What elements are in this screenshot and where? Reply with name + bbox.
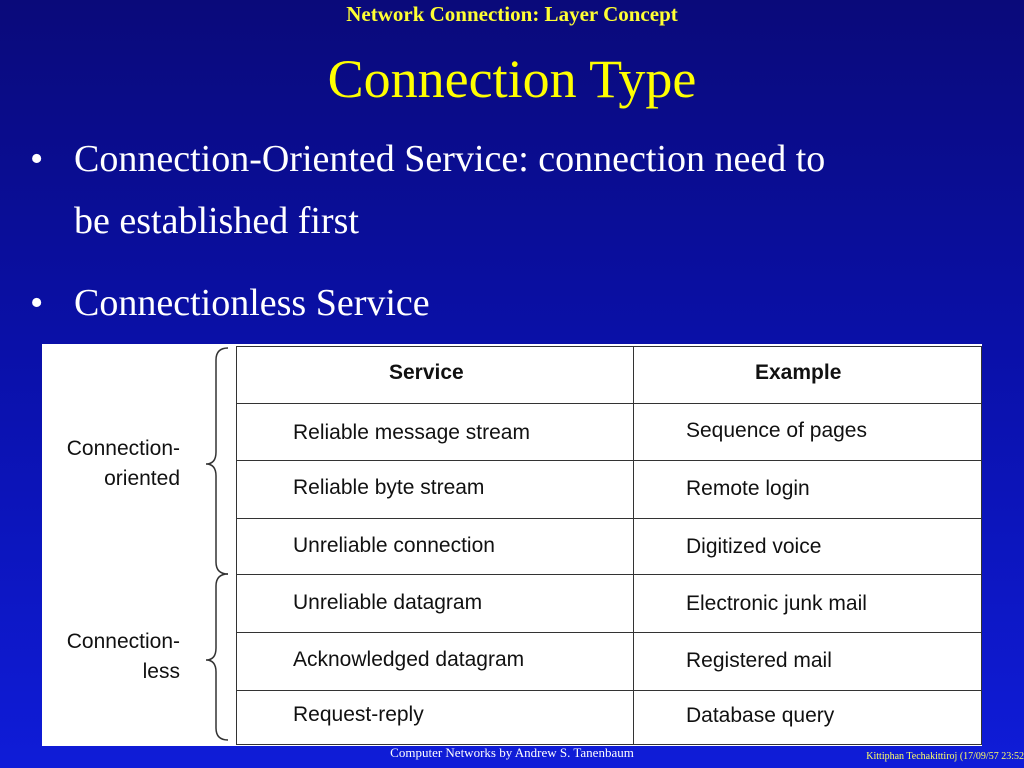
group-label-line: oriented	[104, 467, 180, 490]
bullet-text-line: Connectionless Service	[74, 282, 430, 324]
footer-author-timestamp: Kittiphan Techakittiroj (17/09/57 23:52	[866, 751, 1024, 762]
group-braces	[202, 344, 232, 746]
group-label-line: Connection-	[66, 437, 180, 460]
row-divider	[237, 460, 981, 461]
row-divider	[237, 690, 981, 691]
bullet-marker: •	[30, 138, 44, 180]
bullet-item-connection-oriented-cont	[30, 190, 1000, 252]
example-cell: Registered mail	[686, 649, 832, 672]
service-table	[236, 346, 982, 745]
row-divider	[237, 632, 981, 633]
service-cell: Reliable message stream	[293, 421, 530, 444]
group-label-line: Connection-	[66, 630, 180, 653]
bullet-marker: •	[30, 282, 44, 324]
row-divider	[237, 574, 981, 575]
column-divider	[633, 347, 634, 744]
example-cell: Electronic junk mail	[686, 592, 867, 615]
service-cell: Reliable byte stream	[293, 476, 485, 499]
slide-title: Connection Type	[327, 49, 697, 109]
bullet-text-line: Connection-Oriented Service: connection need to	[74, 138, 826, 180]
footer-credit: Computer Networks by Andrew S. Tanenbaum	[390, 745, 634, 760]
example-cell: Remote login	[686, 477, 810, 500]
service-cell: Acknowledged datagram	[293, 648, 525, 671]
bullet-item-connection-oriented	[30, 128, 1000, 190]
bullet-text-line: be established first	[74, 200, 359, 242]
section-title: Network Connection: Layer Concept	[346, 2, 678, 26]
service-cell: Unreliable datagram	[293, 591, 483, 614]
service-cell: Request-reply	[293, 703, 424, 726]
bullet-item-connectionless	[30, 272, 1000, 334]
connection-oriented-brace	[206, 348, 228, 574]
row-divider	[237, 518, 981, 519]
service-table-figure	[42, 344, 982, 746]
bullet-list	[30, 128, 1000, 334]
group-label-connection-oriented	[67, 434, 180, 494]
service-cell: Unreliable connection	[293, 534, 495, 557]
example-cell: Database query	[686, 704, 835, 727]
column-header-example: Example	[755, 361, 842, 384]
connection-less-brace	[206, 574, 228, 740]
column-header-service: Service	[389, 361, 464, 384]
example-cell: Digitized voice	[686, 535, 822, 558]
example-cell: Sequence of pages	[686, 419, 867, 442]
group-label-connection-less	[67, 627, 180, 687]
row-divider	[237, 403, 981, 404]
group-label-line: less	[142, 660, 180, 683]
